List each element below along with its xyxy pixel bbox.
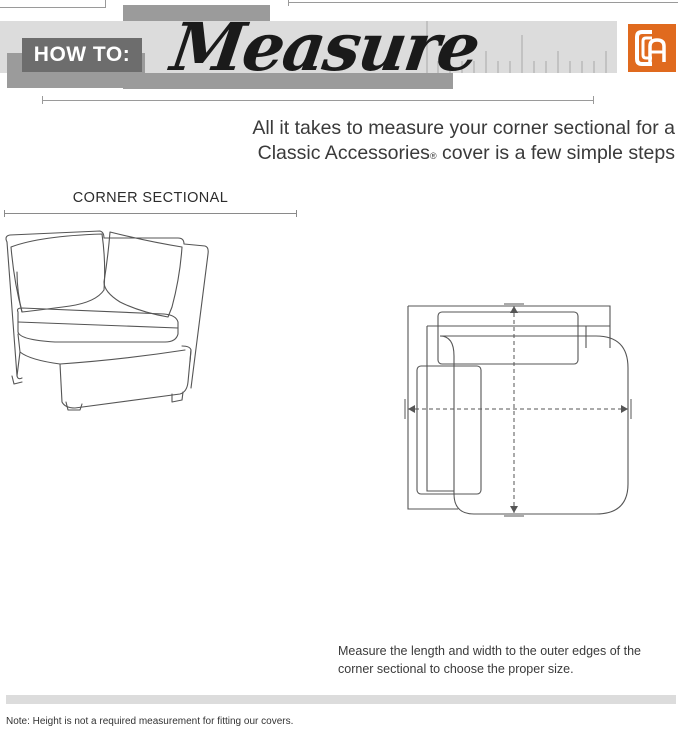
intro-line-2 <box>150 141 675 166</box>
brand-logo <box>628 24 676 72</box>
intro-line-1: All it takes to measure your corner sectional for a <box>252 117 675 139</box>
footer-note: Note: Height is not a required measurement for fitting our covers. <box>6 716 294 727</box>
intro-text <box>150 116 675 166</box>
page-title: Measure <box>166 8 484 86</box>
measurement-caption: Measure the length and width to the outer edges of the corner sectional to choose the proper size. <box>338 644 641 676</box>
corner-sectional-illustration <box>0 222 230 417</box>
header-top-line <box>288 2 678 3</box>
registered-mark: ® <box>429 151 437 161</box>
product-title: CORNER SECTIONAL <box>72 190 229 206</box>
header-corner-line <box>0 0 106 8</box>
product-title-line <box>4 213 297 214</box>
howto-label: HOW TO: <box>22 38 142 72</box>
footer-divider-bar <box>6 695 676 704</box>
ca-logo-icon <box>632 28 672 68</box>
header-dimension-line <box>42 100 594 101</box>
top-view-measurement-diagram <box>396 296 636 521</box>
intro-line-2-end: cover is a few simple steps <box>436 142 675 164</box>
intro-line-2-start: Classic Accessories <box>257 142 430 164</box>
